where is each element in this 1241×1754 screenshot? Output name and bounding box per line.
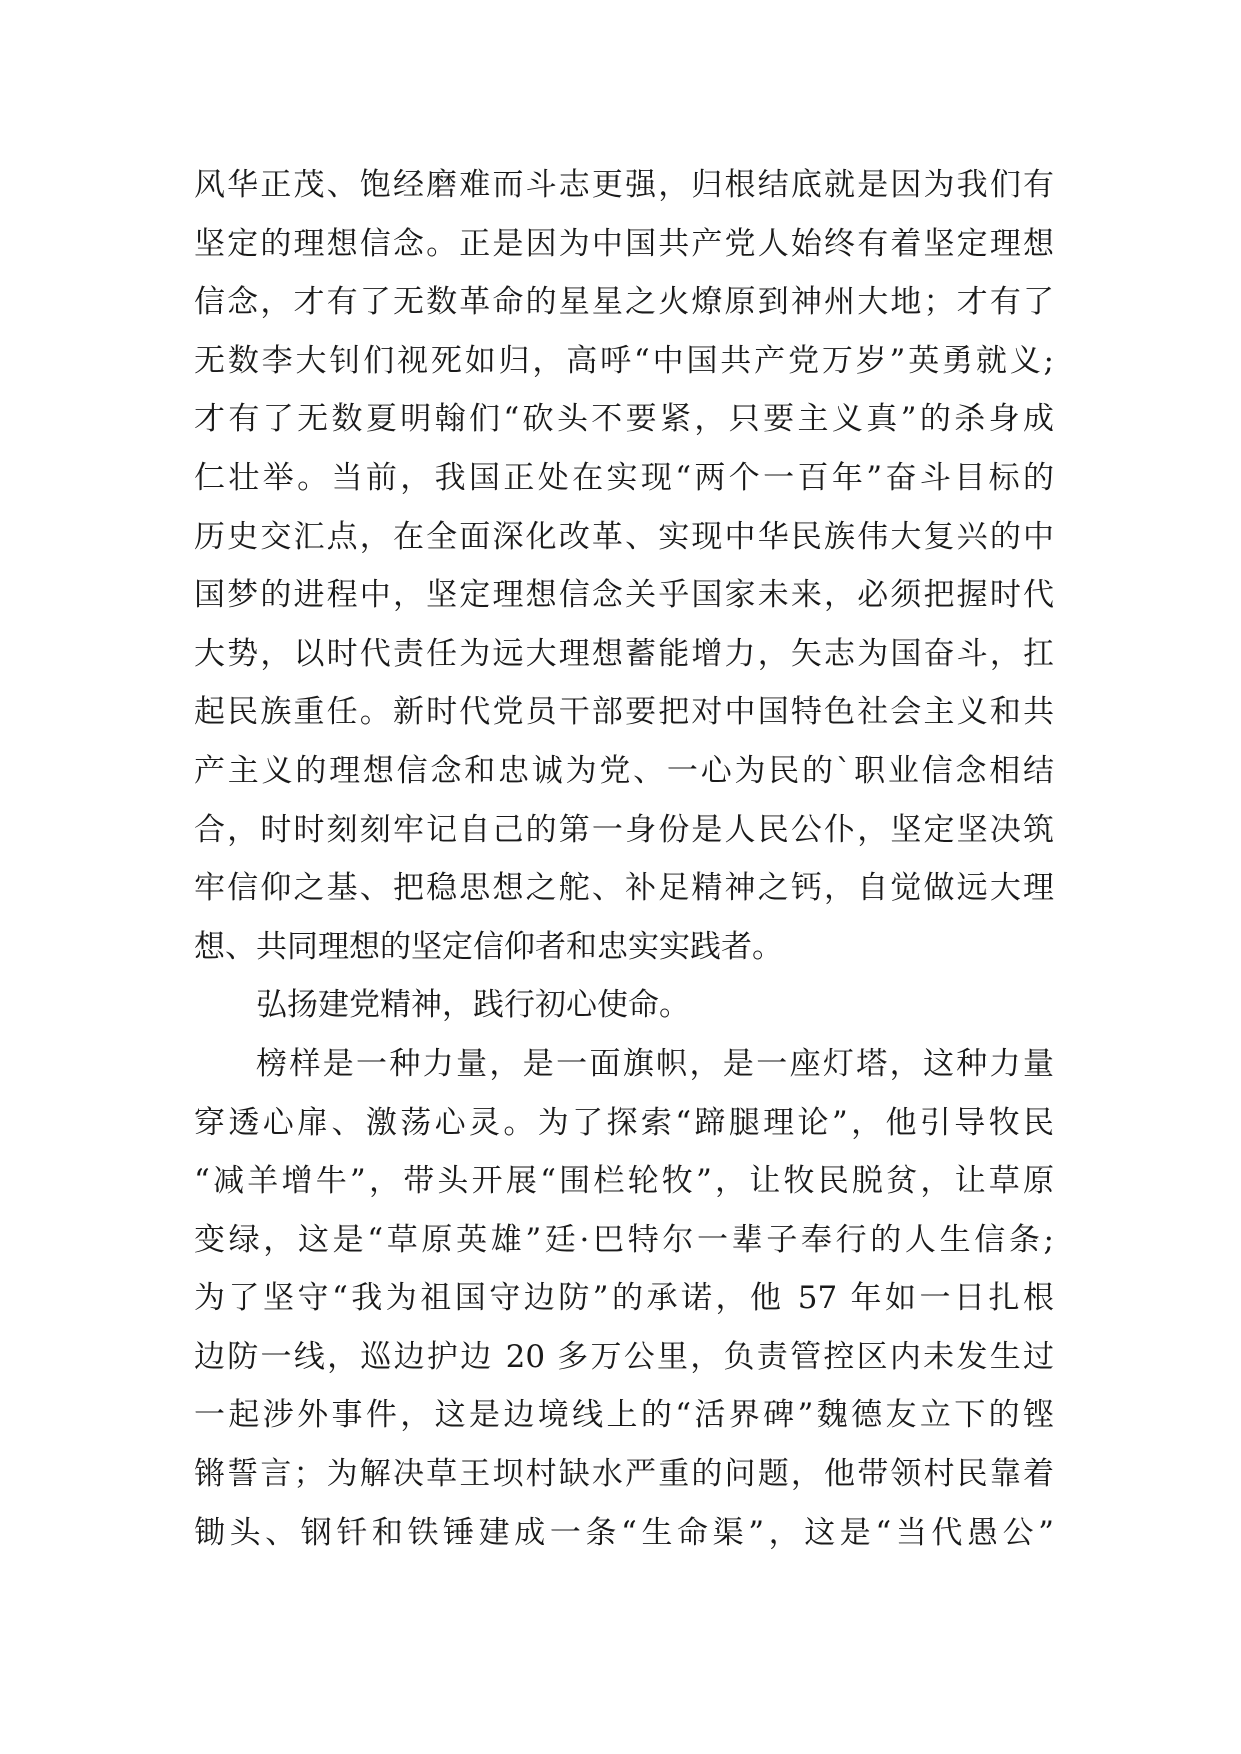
text-line: 榜样是一种力量，是一面旗帜，是一座灯塔，这种力量 xyxy=(256,1045,1054,1082)
text-line: 坚定的理想信念。正是因为中国共产党人始终有着坚定理想 xyxy=(194,225,1054,262)
text-line: 仁壮举。当前，我国正处在实现“两个一百年”奋斗目标的 xyxy=(194,459,1054,496)
text-line: 才有了无数夏明翰们“砍头不要紧，只要主义真”的杀身成 xyxy=(194,401,1054,438)
body-text xyxy=(194,156,1054,1562)
text-line: 想、共同理想的坚定信仰者和忠实实践者。 xyxy=(194,928,783,965)
text-line: 历史交汇点，在全面深化改革、实现中华民族伟大复兴的中 xyxy=(194,518,1054,555)
text-line: 一起涉外事件，这是边境线上的“活界碑”魏德友立下的铿 xyxy=(194,1397,1054,1434)
text-line: “减羊增牛”，带头开展“围栏轮牧”，让牧民脱贫，让草原 xyxy=(194,1163,1054,1200)
text-line: 边防一线，巡边护边 20 多万公里，负责管控区内未发生过 xyxy=(194,1338,1054,1375)
text-line: 信念，才有了无数革命的星星之火燎原到神州大地；才有了 xyxy=(194,284,1054,321)
text-line: 为了坚守“我为祖国守边防”的承诺，他 57 年如一日扎根 xyxy=(194,1280,1054,1317)
text-line: 起民族重任。新时代党员干部要把对中国特色社会主义和共 xyxy=(194,694,1054,731)
text-line: 穿透心扉、激荡心灵。为了探索“蹄腿理论”，他引导牧民 xyxy=(194,1104,1054,1141)
text-line: 变绿，这是“草原英雄”廷·巴特尔一辈子奉行的人生信条; xyxy=(194,1221,1054,1258)
text-line: 国梦的进程中，坚定理想信念关乎国家未来，必须把握时代 xyxy=(194,577,1054,614)
text-line: 风华正茂、饱经磨难而斗志更强，归根结底就是因为我们有 xyxy=(194,167,1054,203)
text-line: 合，时时刻刻牢记自己的第一身份是人民公仆，坚定坚决筑 xyxy=(194,811,1054,848)
text-line: 产主义的理想信念和忠诚为党、一心为民的`职业信念相结 xyxy=(194,752,1054,789)
text-line: 锄头、钢钎和铁锤建成一条“生命渠”，这是“当代愚公” xyxy=(194,1514,1054,1551)
section-heading: 弘扬建党精神，践行初心使命。 xyxy=(256,987,690,1024)
text-line: 牢信仰之基、把稳思想之舵、补足精神之钙，自觉做远大理 xyxy=(194,870,1054,907)
text-line: 锵誓言；为解决草王坝村缺水严重的问题，他带领村民靠着 xyxy=(194,1456,1054,1493)
text-line: 大势，以时代责任为远大理想蓄能增力，矢志为国奋斗，扛 xyxy=(194,635,1054,672)
text-line: 无数李大钊们视死如归，高呼“中国共产党万岁”英勇就义; xyxy=(194,342,1054,379)
